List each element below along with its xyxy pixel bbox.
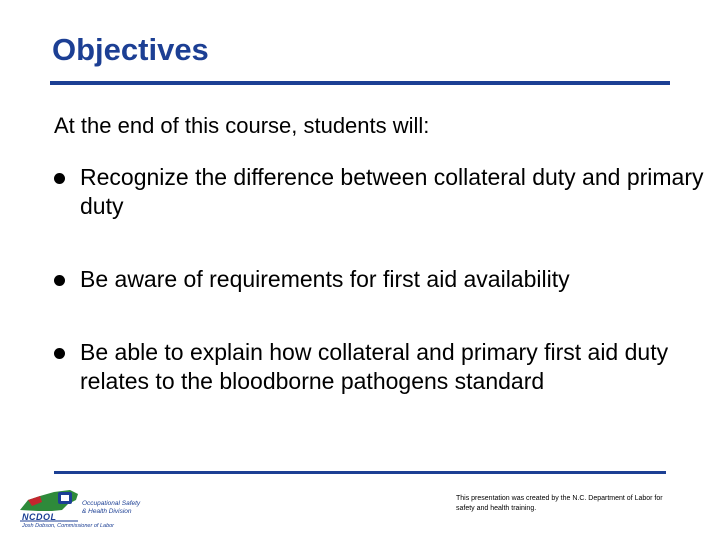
footer-note: This presentation was created by the N.C. Department of Labor for safety and health training. [456,495,663,512]
footer-divider [54,471,666,474]
title-divider [50,81,670,85]
logo-division: Occupational Safety & Health Division [82,500,141,515]
bullet-icon [54,173,65,184]
list-item [54,163,704,221]
objectives-list [54,163,704,396]
logo-acronym: NCDOL [22,512,57,522]
list-item [54,265,704,294]
bullet-text: Be aware of requirements for first aid availability [80,266,570,292]
intro-text: At the end of this course, students will: [54,113,430,138]
bullet-text: Be able to explain how collateral and primary first aid duty relates to the bloodborne pathogens standard [80,339,669,394]
ncdol-logo [18,486,178,532]
slide-title: Objectives [52,32,209,67]
bullet-text: Recognize the difference between collateral duty and primary duty [80,164,704,219]
bullet-icon [54,348,65,359]
list-item [54,338,704,396]
bullet-icon [54,275,65,286]
logo-tagline: Josh Dobson, Commissioner of Labor [22,523,115,529]
